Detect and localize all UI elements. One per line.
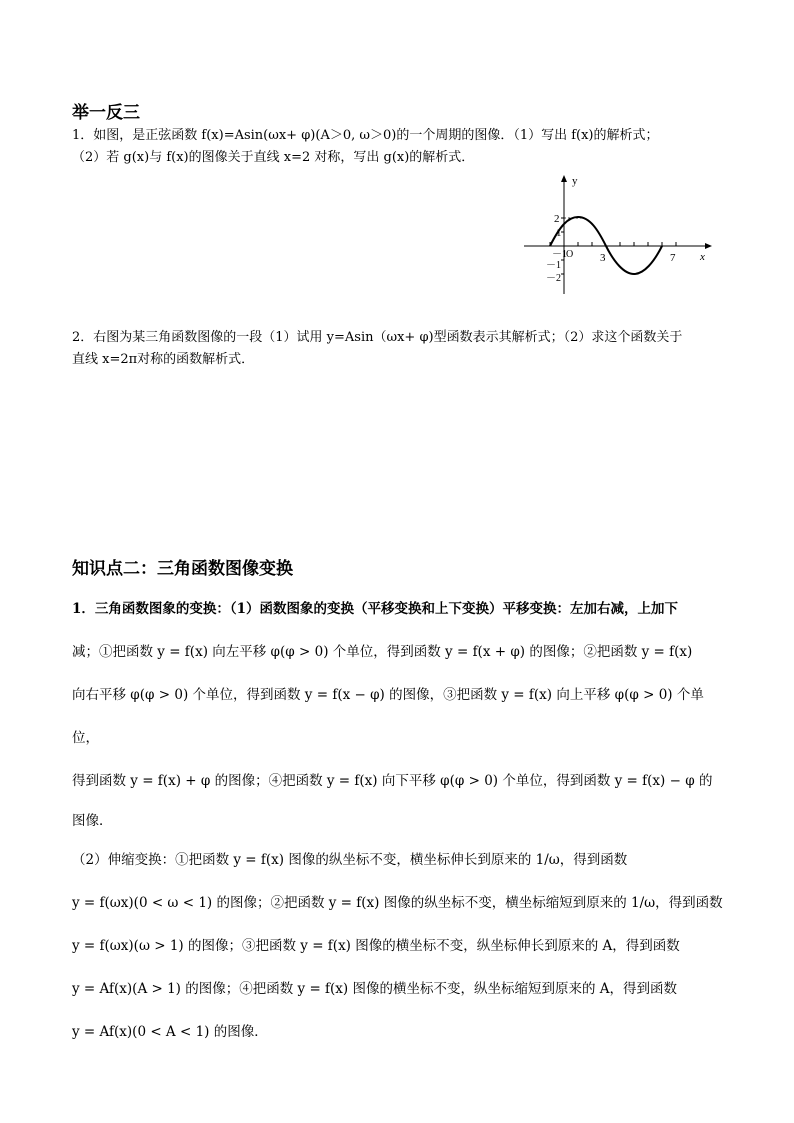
transform-line-6: （2）伸缩变换：①把函数 y = f(x) 图像的纵坐标不变，横坐标伸长到原来的 1/ω，得到函数 [72, 852, 628, 868]
transform-line-7: y = f(ωx)(0 < ω < 1) 的图像；②把函数 y = f(x) 图像的纵坐标不变，横坐标缩短到原来的 1/ω，得到函数 [72, 895, 723, 911]
x-axis-label: x [700, 251, 705, 263]
question-2 [72, 327, 728, 371]
section-title-transform: 知识点二：三角函数图像变换 [72, 559, 293, 579]
tick-label-2: 2 [554, 213, 560, 225]
tick-label-3: 3 [600, 252, 606, 264]
x-axis-arrow [705, 243, 712, 249]
transform-line-9: y = Af(x)(A > 1) 的图像；④把函数 y = f(x) 图像的横坐标不变，纵坐标缩短到原来的 A，得到函数 [72, 981, 678, 997]
transform-line-8: y = f(ωx)(ω > 1) 的图像；③把函数 y = f(x) 图像的横坐标不变，纵坐标伸长到原来的 A，得到函数 [72, 938, 680, 954]
tick-label-neg1-y: －1 [546, 260, 561, 271]
question-1-line-1: 1．如图，是正弦函数 f(x)=Asin(ωx+ φ)(A＞0, ω＞0)的一个周期的图像．（1）写出 f(x)的解析式； [72, 128, 659, 143]
tick-label-neg1-x: －1 [552, 249, 567, 260]
y-axis-label: y [572, 175, 578, 187]
question-1 [72, 125, 728, 169]
transform-line-5: 图像． [72, 813, 113, 829]
tick-label-7: 7 [670, 252, 676, 264]
transform-line-4: 得到函数 y = f(x) + φ 的图像；④把函数 y = f(x) 向下平移 φ(φ > 0) 个单位，得到函数 y = f(x) − φ 的 [72, 773, 713, 789]
question-1-line-2: （2）若 g(x)与 f(x)的图像关于直线 x=2 对称，写出 g(x)的解析式． [72, 150, 475, 165]
question-2-line-2: 直线 x=2π对称的函数解析式． [72, 352, 255, 367]
tick-label-origin: O [566, 249, 574, 260]
transform-line-2: 减；①把函数 y = f(x) 向左平移 φ(φ > 0) 个单位，得到函数 y = f(x + φ) 的图像；②把函数 y = f(x) [72, 644, 693, 660]
section-title-example: 举一反三 [72, 103, 140, 123]
y-axis-arrow [561, 175, 567, 182]
transform-line-3: 向右平移 φ(φ > 0) 个单位，得到函数 y = f(x − φ) 的图像，③把函数 y = f(x) 向上平移 φ(φ > 0) 个单位， [72, 687, 704, 746]
transform-line-1: 1．三角函数图象的变换：（1）函数图象的变换（平移变换和上下变换）平移变换：左加右减，上加下 [72, 601, 679, 617]
question-2-line-1: 2．右图为某三角函数图像的一段（1）试用 y=Asin（ωx+ φ)型函数表示其解析式；（2）求这个函数关于 [72, 330, 683, 345]
sine-graph [520, 170, 720, 300]
transform-line-10: y = Af(x)(0 < A < 1) 的图像． [72, 1024, 268, 1040]
tick-label-1: 1 [556, 227, 562, 239]
tick-label-neg2: －2 [546, 273, 561, 284]
transform-body [72, 588, 728, 1054]
